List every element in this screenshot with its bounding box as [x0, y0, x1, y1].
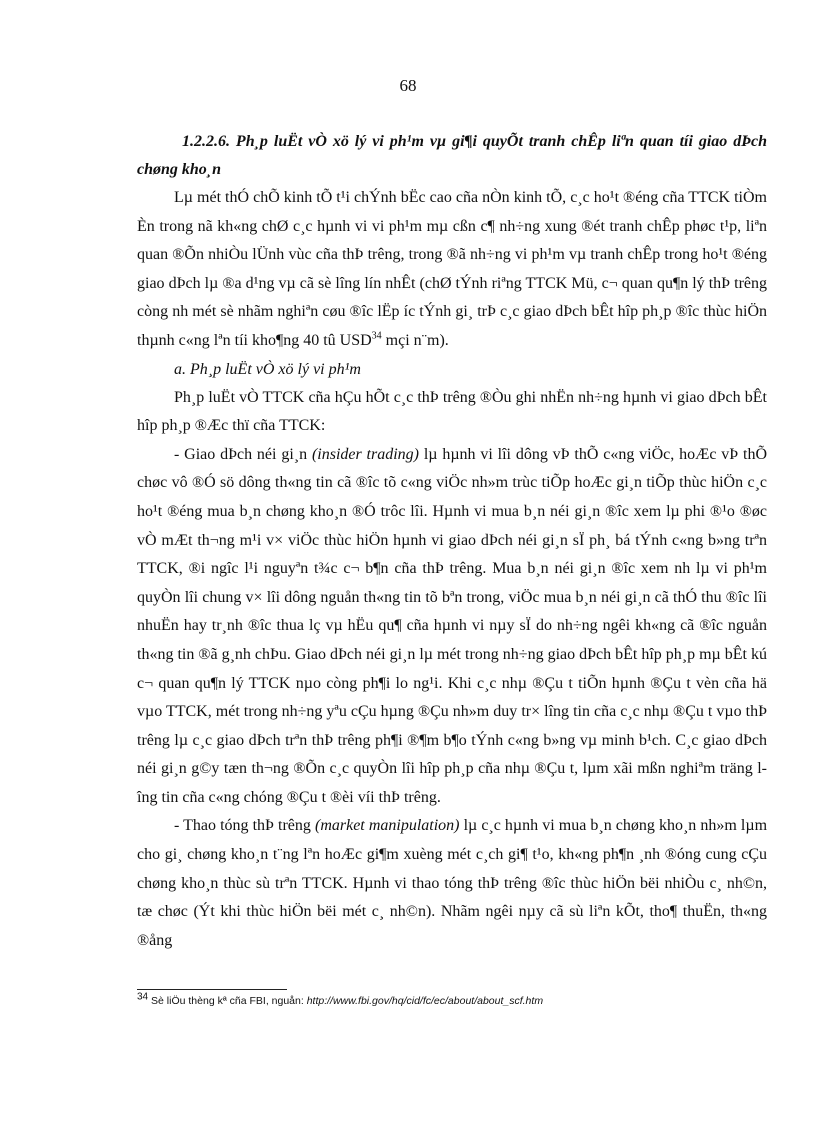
- subheading: a. Ph¸p luËt vÒ xö lý vi ph¹m: [174, 360, 361, 378]
- document-body: [137, 128, 767, 955]
- paragraph-text: lµ c¸c hµnh vi mua b¸n chøng kho¸n nh»m lµm cho gi¸ chøng kho¸n t¨ng lªn hoÆc gi¶m xuèng mét c¸ch gi¶ t¹o, kh«ng ph¶n ¸nh ®óng cung cÇu chøng kho¸n thùc sù trªn TTCK. Hµnh vi thao tóng thÞ trêng ®îc thùc hiÖn bëi nhiÒu c¸ nh©n, tæ chøc (Ýt khi thùc hiÖn bëi mét c¸ nh©n). Nhãm ngêi nµy cã sù liªn kÕt, tho¶ thuËn, th«ng ®ång: [137, 817, 768, 949]
- section-heading: 1.2.2.6. Ph¸p luËt vÒ xö lý vi ph¹m vµ gi¶i quyÕt tranh chÊp liªn quan tíi giao dÞch chøng kho¸n: [137, 133, 767, 178]
- footnote-link[interactable]: http://www.fbi.gov/hq/cid/fc/ec/about/about_scf.htm: [306, 995, 544, 1007]
- footnote-marker: 34: [137, 991, 149, 1003]
- paragraph-text: Lµ mét thÓ chÕ kinh tÕ t¹i chÝnh bËc cao cña nÒn kinh tÕ, c¸c ho¹t ®éng cña TTCK tiÒm Èn trong nã kh«ng chØ c¸c hµnh vi vi ph¹m mµ cßn c¶ nh÷ng xung ®ét tranh chÊp phøc t¹p, liªn quan ®Õn nhiÒu lÜnh vùc cña thÞ trêng, trong ®ã nh÷ng vi ph¹m vµ tranh chÊp trong ho¹t ®éng giao dÞch lµ ®a d¹ng vµ cã sè lîng lín nhÊt (chØ tÝnh riªng TTCK Mü, c¬ quan qu¶n lý thÞ trêng còng nh mét sè nhãm nghiªn cøu ®îc lËp íc tÝnh gi¸ trÞ c¸c giao dÞch bÊt hîp ph¸p ®îc thùc hiÖn thµnh c«ng lªn tíi kho¶ng 40 tû USD: [137, 189, 767, 349]
- footnote-reference[interactable]: 34: [371, 330, 382, 342]
- paragraph-market-manipulation: [137, 812, 767, 955]
- footnote: [137, 991, 777, 1008]
- paragraph-text: - Thao tóng thÞ trêng: [174, 817, 315, 835]
- paragraph: [137, 184, 767, 356]
- paragraph-text-end: mçi n¨m).: [381, 331, 449, 349]
- footnote-text: Sè liÖu thèng kª cña FBI, nguån:: [148, 995, 307, 1007]
- footnote-divider: [137, 989, 287, 990]
- paragraph-text: lµ hµnh vi lîi dông vÞ thÕ c«ng viÖc, hoÆc vÞ thÕ chøc vô ®Ó sö dông th«ng tin cã ®îc tõ c«ng viÖc nh»m trùc tiÕp hoÆc gi¸n tiÕp thùc hiÖn c¸c ho¹t ®éng mua b¸n chøng kho¸n ®Ó trôc lîi. Hµnh vi mua b¸n néi gi¸n ®îc xem lµ phi ®¹o ®øc vÒ mÆt th¬ng m¹i v× viÖc thùc hiÖn hµnh vi giao dÞch néi gi¸n sÏ ph¸ bá tÝnh c«ng b»ng trªn TTCK, ®i ngîc l¹i nguyªn t¾c c¬ b¶n cña thÞ trêng. Mua b¸n néi gi¸n ®îc xem nh lµ vi ph¹m quyÒn lîi chung v× lîi dông nguån th«ng tin tõ bªn trong, viÖc mua b¸n néi gi¸n cã thÓ thu ®îc lîi nhuËn hay tr¸nh ®îc thua lç vµ hËu qu¶ cña hµnh vi nµy sÏ do nh÷ng ngêi kh«ng cã ®îc nguån th«ng tin ®ã g¸nh chÞu. Giao dÞch néi gi¸n lµ mét trong nh÷ng giao dÞch bÊt hîp ph¸p mµ bÊt kú c¬ quan qu¶n lý TTCK nµo còng ph¶i lo ng¹i. Khi c¸c nhµ ®Çu t tiÕn hµnh ®Çu t vèn cña hä vµo TTCK, mét trong nh÷ng yªu cÇu hµng ®Çu nh»m duy tr× lîng tin cña c¸c nhµ ®Çu t vµo thÞ trêng lµ c¸c giao dÞch trªn thÞ trêng ph¶i ®¶m b¶o tÝnh c«ng b»ng vµ minh b¹ch. C¸c giao dÞch néi gi¸n g©y tæn th¬ng ®Õn c¸c quyÒn lîi hîp ph¸p cña nhµ ®Çu t, lµm xãi mßn nghiªm träng lîng tin cña c«ng chóng ®Çu t ®èi víi thÞ trêng.: [137, 445, 768, 806]
- paragraph-insider-trading: [137, 441, 767, 813]
- english-term: (insider trading): [311, 445, 419, 463]
- page-number: 68: [399, 76, 417, 95]
- paragraph-text: - Giao dÞch néi gi¸n: [174, 445, 312, 463]
- english-term: (market manipulation): [314, 817, 460, 835]
- paragraph: Ph¸p luËt vÒ TTCK cña hÇu hÕt c¸c thÞ trêng ®Òu ghi nhËn nh÷ng hµnh vi giao dÞch bÊt hîp ph¸p ®Æc thï cña TTCK:: [137, 388, 767, 435]
